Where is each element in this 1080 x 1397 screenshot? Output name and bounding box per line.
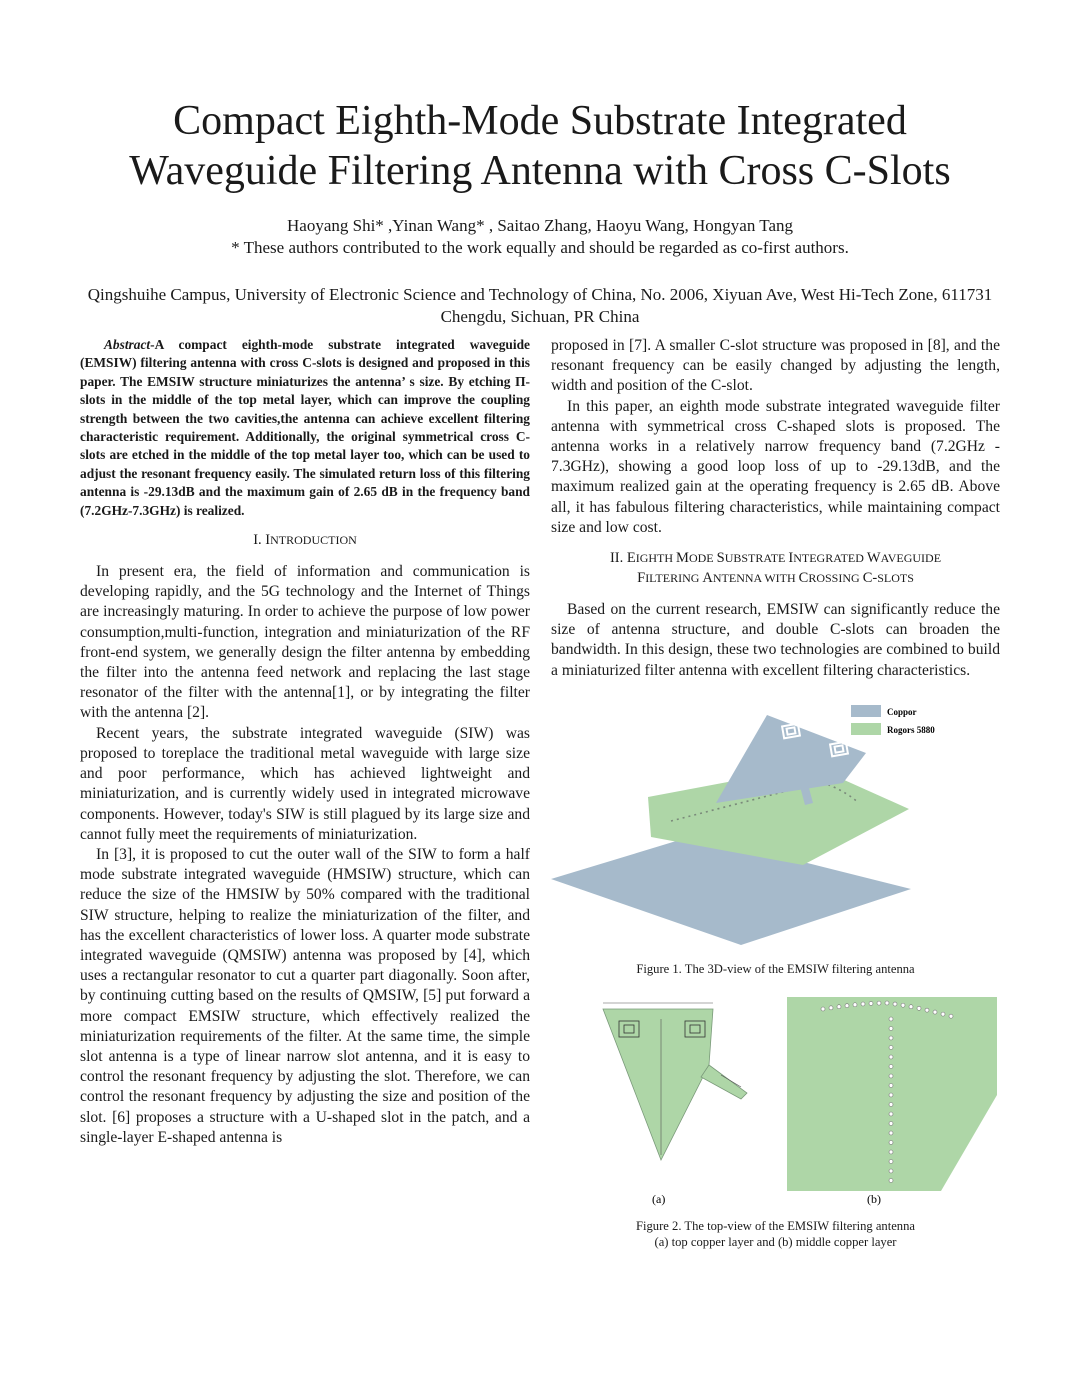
figure-2a-label: (a): [652, 1191, 666, 1206]
via-hole: [889, 1074, 893, 1078]
via-hole: [933, 1010, 937, 1014]
via-hole: [889, 1102, 893, 1106]
paper-title: [60, 96, 1020, 196]
figure-2-illustration: [551, 995, 1000, 1210]
author-list: Haoyang Shi* ,Yinan Wang* , Saitao Zhang, Haoyu Wang, Hongyan Tang: [287, 216, 793, 235]
via-hole: [889, 1159, 893, 1163]
figure-1: [551, 691, 1000, 961]
via-hole: [829, 1006, 833, 1010]
section2-paragraph-1: Based on the current research, EMSIW can significantly reduce the size of antenna structure, and double C-slots can broaden the bandwidth. In this design, these two technologies are combined to build a miniaturized filter antenna with excellent filtering characteristics.: [551, 601, 1000, 679]
abstract-label: Abstract: [104, 337, 151, 352]
intro-paragraph-2: Recent years, the substrate integrated waveguide (SIW) was proposed to toreplace the traditional metal waveguide with large size and poor performance, which has achieved lightweight and miniaturization, and is currently widely used in integrated microwave components. However, today's SIW is still plagued by its large size and cannot fully meet the requirements of miniaturization.: [80, 724, 530, 843]
figure-2a-top-layer: [603, 1003, 747, 1160]
via-hole: [949, 1014, 953, 1018]
via-hole: [893, 1002, 897, 1006]
via-hole: [821, 1007, 825, 1011]
figure-2-caption-line-2: (a) top copper layer and (b) middle copper layer: [654, 1234, 897, 1249]
via-hole: [889, 1036, 893, 1040]
via-hole: [869, 1001, 873, 1005]
via-hole: [917, 1006, 921, 1010]
via-hole: [889, 1169, 893, 1173]
via-hole: [861, 1002, 865, 1006]
via-hole: [889, 1055, 893, 1059]
left-column: [80, 336, 530, 1148]
abstract-text: -A compact eighth-mode substrate integrated waveguide (EMSIW) filtering antenna with cross C-slots is designed and proposed in this paper. The EMSIW structure miniaturizes the antenna’ s size. By etching Π-slots in the middle of the top metal layer, which can improve the coupling strength between the two cavities,the antenna can achieve excellent filtering characteristic requirement. Additionally, the original symmetrical cross C-slots are etched in the middle of the top metal layer too, which can be used to adjust the resonant frequency easily. The simulated return loss of this filtering antenna is -29.13dB and the maximum gain of 2.65 dB in the frequency band (7.2GHz-7.3GHz) is realized.: [80, 337, 530, 518]
title-line-1: Compact Eighth-Mode Substrate Integrated: [173, 98, 907, 144]
via-hole: [889, 1178, 893, 1182]
abstract: [80, 336, 530, 520]
via-hole: [837, 1005, 841, 1009]
legend-swatch-copper: [851, 705, 881, 717]
via-hole: [889, 1017, 893, 1021]
author-note: * These authors contributed to the work equally and should be regarded as co-first authors.: [231, 238, 849, 257]
right-column: [551, 336, 1000, 1250]
section-heading-2-line-2: FILTERING ANTENNA WITH CROSSING C-SLOTS: [637, 570, 914, 587]
section-heading-2-line-1: II. EIGHTH MODE SUBSTRATE INTEGRATED WAVEGUIDE: [609, 550, 942, 567]
via-hole: [889, 1121, 893, 1125]
via-hole: [853, 1003, 857, 1007]
via-hole: [909, 1005, 913, 1009]
figure-2: [551, 995, 1000, 1210]
via-hole: [925, 1008, 929, 1012]
figure-2-caption: [551, 1218, 1000, 1250]
via-hole: [889, 1140, 893, 1144]
via-hole: [889, 1064, 893, 1068]
via-hole: [889, 1093, 893, 1097]
figure-1-illustration: [551, 691, 1000, 961]
intro-paragraph-3: In [3], it is proposed to cut the outer wall of the SIW to form a half mode substrate integrated waveguide (HMSIW) structure, which can reduce the size of the HMSIW by 50% compared with the traditional SIW structure, helping to realize the miniaturization of the filter, and has the excellent characteristics of lower loss. A quarter mode substrate integrated waveguide (QMSIW) antenna was proposed by [4], which uses a rectangular resonator to cut a quarter part diagonally. Soon after, by continuing cutting based on the results of QMSIW, [5] put forward a more compact EMSIW structure, which effectively realized the miniaturization requirements of the filter. At the same time, the simple slot antenna is a type of linear narrow slot antenna, and it is easy to control the resonant frequency by adjusting the slot. Therefore, we can control the resonant frequency by adjusting the size and position of the slot. [6] proposes a structure with a U-shaped slot in the patch, and a single-layer E-shaped antenna is: [80, 845, 530, 1146]
via-hole: [941, 1012, 945, 1016]
via-hole: [889, 1150, 893, 1154]
figure-2b-middle-layer: [787, 997, 997, 1191]
legend-swatch-rogers: [851, 723, 881, 735]
via-hole: [889, 1026, 893, 1030]
via-hole: [889, 1045, 893, 1049]
right-paragraph-1: proposed in [7]. A smaller C-slot structure was proposed in [8], and the resonant frequency can be easily changed by adjusting the length, width and position of the C-slot.: [551, 337, 1000, 395]
affiliation: Qingshuihe Campus, University of Electronic Science and Technology of China, No. 2006, Xiyuan Ave, West Hi-Tech Zone, 611731 Chengdu, Sichuan, PR China: [87, 285, 993, 326]
via-hole: [845, 1004, 849, 1008]
via-hole: [877, 1001, 881, 1005]
figure-1-caption: Figure 1. The 3D-view of the EMSIW filtering antenna: [636, 961, 915, 976]
section-heading-introduction: I. INTRODUCTION: [253, 532, 357, 549]
title-line-2: Waveguide Filtering Antenna with Cross C-Slots: [129, 148, 951, 194]
via-hole: [901, 1003, 905, 1007]
via-hole: [889, 1112, 893, 1116]
via-hole: [889, 1131, 893, 1135]
right-paragraph-2: In this paper, an eighth mode substrate integrated waveguide filter antenna with symmetrical cross C-shaped slots is proposed. The antenna works in a relatively narrow frequency band (7.2GHz - 7.3GHz), showing a good loop loss of up to -29.13dB, and the maximum realized gain at the operating frequency is 2.65 dB. Above all, it has fabulous filtering characteristics, while maintaining compact size and low cost.: [551, 397, 1000, 536]
legend-label-rogers: Rogors 5880: [887, 724, 935, 735]
legend-label-copper: Coppor: [887, 706, 917, 717]
via-hole: [885, 1001, 889, 1005]
figure-2b-label: (b): [867, 1191, 881, 1206]
section-heading-2: [551, 548, 1000, 588]
intro-paragraph-1: In present era, the field of information and communication is developing rapidly, and the 5G technology and the Internet of Things are increasingly maturing. In order to achieve the purpose of low power consumption,multi-function, integration and miniaturization of the RF front-end system, we generally design the filter antenna by embedding the filter into the antenna feed network and replacing the last stage resonator of the filter with the antenna[1], or by integrating the filter with the antenna [2].: [80, 563, 530, 722]
via-hole: [889, 1083, 893, 1087]
figure-2-caption-line-1: Figure 2. The top-view of the EMSIW filtering antenna: [636, 1218, 915, 1233]
author-block: [60, 215, 1020, 259]
